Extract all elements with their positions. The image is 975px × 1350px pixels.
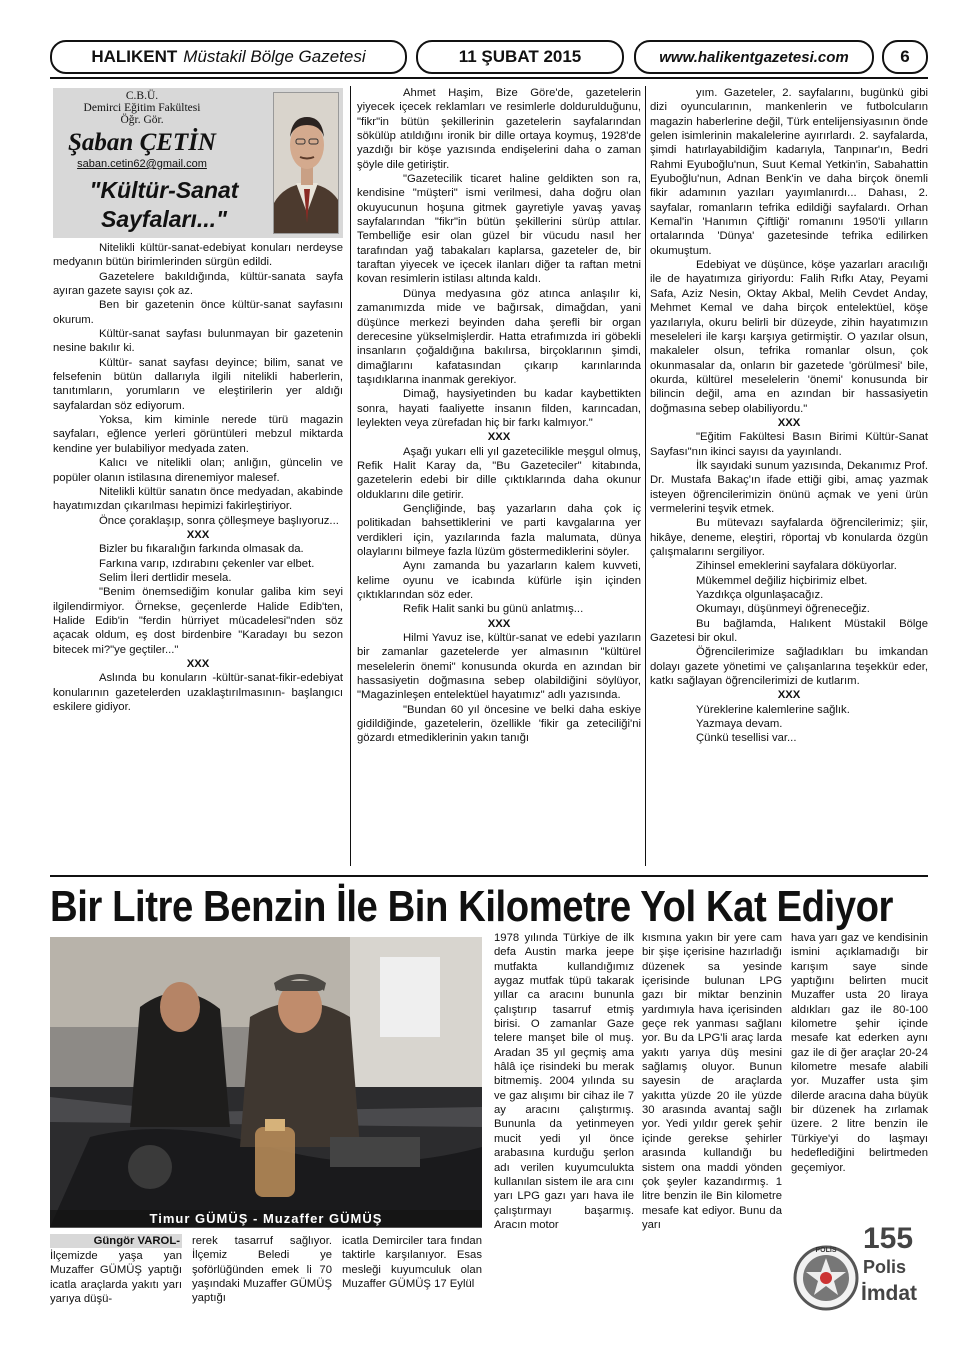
police-badge-icon: [793, 1228, 859, 1328]
police-label: Polis: [863, 1257, 907, 1277]
paragraph: Nitelikli kültür sanatın önce medyadan, akabinde hayatımızdan çıkarılması hepimizi fakirleştiriyor.: [53, 485, 343, 513]
paragraph: "Bundan 60 yıl öncesine ve belki daha eskiye gidildiğinde, gazetelerin, özellikle 'fikir ga zeteciliği'ni gözardı etmediklerinin yakın tanığı: [357, 703, 641, 745]
news-column-c: icatla Demirciler tara fından taktirle karşılanıyor. Esas mesleği kuyumculuk olan Muzaffer GÜMÜŞ 17 Eylül: [342, 1235, 482, 1291]
paragraph: Okumayı, düşünmeyi öğreneceğiz.: [696, 603, 870, 616]
article-column-2: [357, 86, 641, 866]
paragraph: İlk sayıdaki sunum yazısında, Dekanımız Prof. Dr. Mustafa Bakaç'ın ifade ettiği gibi, amaç yazmak isteyen öğrencilerimizin önünü açmak ve yeni ürün vermelerini teşvik etmek.: [650, 459, 928, 515]
paragraph: Aşağı yukarı elli yıl gazetecilikle meşgul olmuş, Refik Halit Karay da, "Bu Gazeteciler" kitabında, gazetelerin edebi bir dille çıktıklarında daha okunur olduklarını dile getirir.: [357, 445, 641, 501]
paragraph: Dünya medyasına göz atınca anlaşılır ki, zamanımızda mide ve bağırsak, dimağdan, yani düşünce merkezi beyinden daha şerefli bir organ derecesine yükselmişlerdir. Hatta etrafımızda iri göbekli insanların çoğaldığına bakılırsa, birçoklarının şimdi, dimağlarını kafatasından çıkarıp karınlarında taşıdıklarına inanmak gerekiyor.: [357, 287, 641, 386]
paragraph: Bu bağlamda, Halıkent Müstakil Bölge Gazetesi bir okul.: [650, 617, 928, 645]
paragraph: "Benim önemsediğim konular galiba kim seyi ilgilendirmiyor. Örnekse, geçenlerde Halide Edib'ten, Halide Edib'in "ferdin hürriyet mücadelesi"nden söz açacak oldum, eş dost birdenbire "Karadayı bu sezon bitecek mi?"ye geçtiler...": [53, 586, 343, 656]
paragraph: Zihinsel emeklerini sayfalara döküyorlar.: [696, 560, 897, 573]
paragraph: Edebiyat ve düşünce, köşe yazarları aracılığı ile de hayatımıza giriyordu: Falih Rıfkı Atay, Peyami Safa, Aziz Nesin, Oktay Akbal, Melih Cevdet Anday, Mehmet Kemal ve daha birçok entelektüel, köşe yazılarıyla, okuru belirli bir düzeyde, zihin hayatımızın meseleleri ile karşı karşıya getirmiştir. O yazılar olsun, makaleler olsun, tefrika romanlar olsun, çok okunmasalar da, onların bir gazetede 'görülmesi' bile, okurda, kültürel meselelerin 'önemi' konusunda bir bilincin değil, ama en azından bir hassasiyetin doğmasına sebep olabiliyordu.": [650, 259, 928, 415]
police-number: 155: [863, 1222, 914, 1255]
reporter-name: Güngör VAROL-: [50, 1234, 182, 1248]
paragraph: Bizler bu fıkaralığın farkında olmasak da.: [99, 543, 304, 556]
paragraph: XXX: [487, 431, 511, 444]
author-box: [53, 88, 343, 238]
paragraph: Aslında bu konuların -kültür-sanat-fikir-edebiyat konularının gazetelerden uzaklaştırılmasının- başlangıcı eskilere gidiyor.: [53, 672, 343, 713]
news-column-d: kısmına yakın bir yere cam bir şişe içerisine hazırladığı düzenek sa yesinde içerisinde bulunan LPG gazı bir miktar benzinin yardımıyla hava içerisinden geçe rek yanması sağlanı yor. Bu da LPG'li araç larda yakıtı yarıya düş mesini sağlamış oluyor. Bunun sayesin de araçlarda yakıtta yüzde 20 ile yüzde 30 arasında avantaj sağlı yor. Yedi yıldır gerek şehir içinde gerekse şehirler arasında kullandığı bu sistem ona maddi yönden çok şeyler kazandırmış. 1 litre benzin ile Bin kilometre mesafe kat ediyor. Bunu da yarı: [642, 932, 782, 1231]
paragraph: Ahmet Haşim, Bize Göre'de, gazetelerin yiyecek içecek reklamları ve resimlerle doldurulduğunu, "fikr"in bütün şekillerinin gazetelerin sayfalarından sökülüp atıldığını ironik bir dille ortaya koymuş, 1928'de yazdığı bir köşe yazısında endişelerini daha o zaman şöyle dile getiriştir.: [357, 87, 641, 171]
section-rule: [50, 875, 928, 877]
emergency-label: İmdat: [861, 1282, 918, 1305]
paragraph: Kültür-sanat sayfası bulunmayan bir gazetenin nesine bakılır ki.: [53, 328, 343, 355]
news-column-a: İlçemizde yaşa yan Muzaffer GÜMÜŞ yaptığı icatla araçlarda yakıtı yarı yarıya düşü-: [50, 1250, 182, 1306]
paragraph: XXX: [186, 657, 210, 670]
news-photo: [50, 937, 482, 1227]
paragraph: Dimağ, haysiyetinden bu kadar kaybettikten sonra, hayati faaliyette insanın filden, karıncadan, leylekten veya zürefadan hiç bir farkı kalmıyor.": [357, 388, 641, 429]
paragraph: Kültür- sanat sayfası deyince; bilim, sanat ve felsefenin bütün dallarıyla ilgili nitelikli haberlerin, tanıtımların, yorumların ve eleştirilerin yer aldığı sayfalardan söz ediyorum.: [53, 356, 343, 412]
author-affiliation-1: C.B.Ü.: [125, 90, 159, 102]
paragraph: "Gazetecilik ticaret haline geldikten son ra, kendisine "müşteri" ismi verilmesi, daha doğru olan okuyucunun hoşuna gitmek gayretiyle yavaş yavaş sayfalarından "fikr"in bütün şekillerini sürüp attılar. Tembelliğe esir olan güzel bir vücudu nasıl her tarafından yağ tabakaları kaplarsa, gazeteler de, bir taraftan yiyecek ve içecek ilanları diğer ta raftan metni kovan resimlerin istilası altında kaldı.: [357, 173, 641, 286]
website-link[interactable]: www.halikentgazetesi.com: [634, 40, 874, 74]
paragraph: Çünkü tesellisi var...: [696, 732, 797, 745]
author-email[interactable]: saban.cetin62@gmail.com: [77, 158, 207, 170]
paragraph: Yoksa, kim kiminle nerede türü magazin sayfaları, eğlence yerleri görüntüleri mebzul miktarda kendine yer bulabiliyor medyada zaten.: [53, 414, 343, 455]
paragraph: Farkına varıp, ızdırabını çekenler var elbet.: [99, 557, 315, 570]
paragraph: Mükemmel değiliz hiçbirimiz elbet.: [696, 574, 868, 587]
paragraph: Öğrencilerimize sağladıkları bu imkandan dolayı gazete yönetimi ve çalışanlarına teşekkür eder, katkı sağlayan öğrencilerimizi de kutlarım.: [650, 646, 928, 688]
news-column-b: rerek tasarruf sağlıyor. İlçemiz Beledi ye şoförlüğünden emek li 70 yaşındaki Muzaffer GÜMÜŞ yaptığı: [192, 1235, 332, 1305]
photo-caption: Timur GÜMÜŞ - Muzaffer GÜMÜŞ: [50, 1210, 482, 1228]
paragraph: Refik Halit sanki bu günü anlatmış...: [403, 603, 584, 616]
brand-subtitle: Müstakil Bölge Gazetesi: [183, 47, 366, 66]
paragraph: XXX: [777, 689, 801, 702]
paragraph: Selim İleri dertlidir mesela.: [99, 571, 232, 584]
paragraph: Hilmi Yavuz ise, kültür-sanat ve edebi yazıların bir zamanlar gazetelerde yer almasının "kültürel meselelerin önemi" konusunda okurda en azından bir hassasiyetin doğmasına sebep olabildiğini söylüyor, "Magazinleşen entelektüel hayatımız" adlı yazısında.: [357, 632, 641, 702]
page-header: [50, 40, 928, 80]
paragraph: Aynı zamanda bu yazarların kalem kuvveti, kelime oyunu ve icabında küfürle işin içinden çıktıklarından söz eder.: [357, 560, 641, 602]
author-affiliation-2: Demirci Eğitim Fakültesi: [83, 102, 201, 114]
paragraph: Yüreklerine kalemlerine sağlık.: [696, 703, 850, 716]
masthead: [50, 40, 407, 74]
paragraph: Gençliğinde, baş yazarların daha çok iç politikadan bahsettiklerini ve parti kavgalarına yer verdikleri için, yazılarında fazla malumata, dünya olaylarını bilmeye fazla lüzüm göstermediklerini söyler.: [357, 502, 641, 558]
column-divider-2: [645, 86, 646, 866]
paragraph: Bu mütevazı sayfalarda öğrencilerimiz; şiir, hikâye, deneme, eleştiri, röportaj vb konularda özgün çalışmalarını sergiliyor.: [650, 517, 928, 558]
news-column-right: hava yarı gaz ve kendisinin ismini açıklamadığı bir karışım saye sinde yaptığını belirten mucit Muzaffer usta 20 liraya aldıkları gaz ile 80-100 kilometre şehir içinde mesafe kat ederken aynı gaz ile di ğer araçlar 20-24 kilometre mesafe alabili yor. Muzaffer usta şim dilerde aracına daha büyük bir düzenek ha zırlamak üzere. 2 litre benzin ile Türkiye'yi do laşmayı hedeflediğini belirtmeden geçemiyor.: [791, 932, 928, 1174]
column-title: "Kültür-Sanat Sayfaları...": [89, 177, 239, 232]
author-name: Şaban ÇETİN: [68, 129, 216, 156]
paragraph: Kalıcı ve nitelikli olan; anlığın, güncelin ve popüler olanın istilasına direnemiyor malesef.: [53, 457, 343, 484]
paragraph: Gazetelere bakıldığında, kültür-sanata sayfa ayıran gazete sayısı çok az.: [53, 270, 343, 298]
paragraph: Nitelikli kültür-sanat-edebiyat konuları nerdeyse medyanın bütün birimlerinden sürgün edildi.: [53, 242, 343, 269]
author-photo: [273, 92, 339, 234]
paragraph: "Eğitim Fakültesi Basın Birimi Kültür-Sanat Sayfası"nın ikinci sayısı da yayınlandı.: [650, 431, 928, 458]
news-headline: Bir Litre Benzin İle Bin Kilometre Yol Kat Ediyor: [50, 882, 893, 931]
column-divider-1: [350, 86, 351, 866]
paragraph: Önce çoraklaşıp, sonra çölleşmeye başlıyoruz...: [99, 514, 339, 527]
paragraph: XXX: [487, 617, 511, 630]
header-rule: [50, 77, 928, 79]
paragraph: Yazdıkça olgunlaşacağız.: [696, 589, 824, 602]
author-affiliation-3: Öğr. Gör.: [120, 114, 164, 126]
paragraph: XXX: [186, 528, 210, 541]
brand-name: HALIKENT: [91, 47, 178, 66]
paragraph: yım. Gazeteler, 2. sayfalarını, bugünkü gibi dizi oyuncularının, mankenlerin ve futbolcuların magazin haberlerine değil, Türk entelijensiyasının önde gelen isimlerinin makalelerine ayırırlardı. 2. sayfalarda, şimdi hatırlayabildiğim kadarıyla, Tanpınar'ın, Bedri Rahmi Eyuboğlu'nun, Suut Kemal Yetkin'in, Sabahattin Eyuboğlu'nun, Adnan Benk'in ve daha birçok önemli fikir adamının yazıları yayımlanırdı... Dahası, 2. sayfalar, romanların tefrika edildiği sayfalardı. Orhan Kemal'in 'Hanımın Çiftliği' romanını 1950'li yılların ortalarında 'Dünya' gazetesinde tefrika edilirken okumuştum.: [650, 87, 928, 257]
police-badge-label: POLİS: [815, 1247, 837, 1254]
paragraph: XXX: [777, 416, 801, 429]
paragraph: Ben bir gazetenin önce kültür-sanat sayfasını okurum.: [53, 299, 343, 326]
article-column-1: [53, 241, 343, 866]
police-emergency-logo: [793, 1222, 928, 1340]
news-column-main: 1978 yılında Türkiye de ilk defa Austin marka jeepe mutfakta kullandığımız aygaz mutfak tüpü takarak yıllar ca aracını bununla çalıştırıp tasarruf etmiş birisi. O zamanlar Gaze telere manşet bile ol muş. Aradan 35 yıl geçmiş ama hâlâ içe risindeki bu merak bitmemiş. 2004 yılında su ve gaz alışımı bir cihaz ile 7 ay aracını çalıştırmış. Bununla da yetinmeyen mucit yedi yıl önce arabasına kurduğu şerlon adı verilen kuyumculukta kullanılan sistem ile ara cını yarı LPG gazı yarı hava ile çalıştırmayı başarmış. Aracın motor: [494, 932, 634, 1231]
page-number: 6: [882, 40, 928, 74]
article-column-3: [650, 86, 928, 866]
paragraph: Yazmaya devam.: [696, 718, 783, 731]
issue-date: 11 ŞUBAT 2015: [416, 40, 624, 74]
